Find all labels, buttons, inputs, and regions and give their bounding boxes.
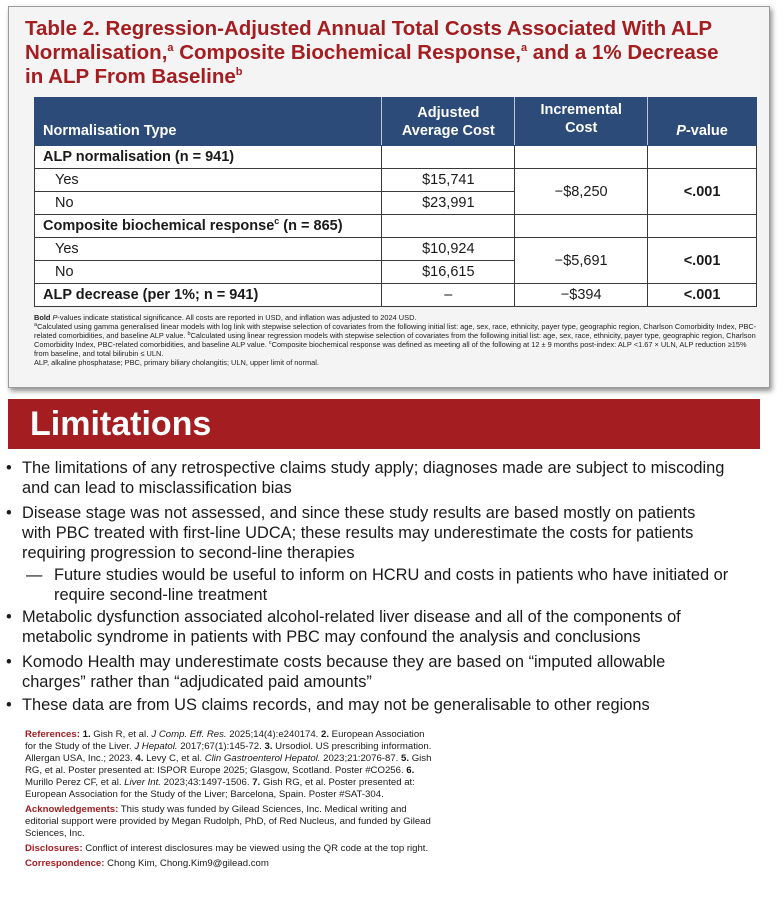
row-label: ALP decrease (per 1%; n = 941) [35, 284, 382, 307]
table-footnotes: Bold P-values indicate statistical significance. All costs are reported in USD, and inflation was adjusted to 2024 USD. $^a$Calculated using gamma generalised linear models with log link with stepwise selection of covariates from the following initial list: age, sex, race, ethnicity, payer type, geographic region, Charlson Comorbidity Index, PBC-related comorbidities, and baseline ALP value. $^b$Calculated using linear regression models with stepwise selection of covariates from the following initial list: age, sex, race, ethnicity, payer type, geographic region, Charlson Comorbidity Index, PBC-related comorbidities, and baseline ALP value. $^c$Composite biochemical response was defined as meeting all of the following at 12 ± 9 months post-index: ALP <1.67 × ULN, ALP reduction ≥15% from baseline, and total bilirubin ≤ ULN. ALP, alkaline phosphatase; PBC, primary biliary cholangitis; ULN, upper limit of normal. [34, 313, 757, 368]
title-line-3: in ALP From Baseline [25, 65, 236, 88]
bullet-icon: • [6, 653, 12, 671]
references-block [25, 729, 433, 873]
title-footnote-mark: b [235, 66, 243, 78]
cost-cell: – [382, 284, 515, 307]
title-line-2c: and a 1% Decrease [527, 41, 719, 64]
bullet-icon: • [6, 504, 12, 522]
bullet-icon: • [6, 696, 12, 714]
title-line-1: Table 2. Regression-Adjusted Annual Total Costs Associated With ALP [25, 17, 713, 40]
table-card [8, 6, 770, 388]
cost-cell: $10,924 [382, 238, 515, 261]
table-row [35, 215, 757, 238]
table-row [35, 238, 757, 261]
bullet-icon: • [6, 608, 12, 626]
title-line-2a: Normalisation, [25, 41, 168, 64]
bullet-icon: • [6, 459, 12, 477]
header-adjusted-cost: Adjusted Average Cost [382, 98, 515, 146]
title-line-2b: Composite Biochemical Response, [173, 41, 521, 64]
abbreviations: ALP, alkaline phosphatase; PBC, primary biliary cholangitis; ULN, upper limit of normal. [34, 358, 319, 368]
header-incremental-cost: Incremental Cost [515, 98, 648, 146]
p-value-cell: <.001 [648, 169, 757, 215]
limitations-heading: Limitations [30, 405, 212, 443]
title-footnote-mark: a [167, 42, 174, 54]
p-value-cell: <.001 [648, 284, 757, 307]
group-label: Composite biochemical response$^c$ (n = 865) [35, 215, 382, 238]
regression-table [34, 97, 757, 307]
row-label: No [35, 261, 382, 284]
title-footnote-mark: a [520, 42, 528, 54]
header-normalisation-type: Normalisation Type [35, 98, 382, 146]
incremental-cell: −$8,250 [515, 169, 648, 215]
incremental-cell: −$394 [515, 284, 648, 307]
row-label: Yes [35, 238, 382, 261]
table-row [35, 169, 757, 192]
limitations-banner [8, 399, 760, 449]
header-p-value: P-value [648, 98, 757, 146]
table-row [35, 284, 757, 307]
references: References: 1. Gish R, et al. J Comp. Eff. Res. 2025;14(4):e240174. 2. European Association for the Study of the Liver. J Hepatol. 2017;67(1):145-72. 3. Ursodiol. US prescribing information. Allergan USA, Inc.; 2023. 4. Levy C, et al. Clin Gastroenterol Hepatol. 2023;21:2076-87. 5. Gish RG, et al. Poster presented at: ISPOR Europe 2025; Glasgow, Scotland. Poster #CO256. 6. Murillo Perez CF, et al. Liver Int. 2023;43:1497-1506. 7. Gish RG, et al. Poster presented at: European Association for the Study of the Liver; Barcelona, Spain. Poster #SAT-304. [25, 729, 432, 800]
group-label: ALP normalisation (n = 941) [35, 146, 382, 169]
disclosures: Disclosures: Conflict of interest disclosures may be viewed using the QR code at the top right. [25, 843, 429, 854]
cost-cell: $15,741 [382, 169, 515, 192]
table-row [35, 146, 757, 169]
table-header-row [35, 98, 757, 146]
row-label: Yes [35, 169, 382, 192]
dash-icon: — [26, 566, 43, 584]
correspondence: Correspondence: Chong Kim, Chong.Kim9@gilead.com [25, 858, 269, 869]
cost-cell: $23,991 [382, 192, 515, 215]
p-value-cell: <.001 [648, 238, 757, 284]
incremental-cell: −$5,691 [515, 238, 648, 284]
row-label: No [35, 192, 382, 215]
table-title [25, 17, 755, 89]
cost-cell: $16,615 [382, 261, 515, 284]
acknowledgements: Acknowledgements: This study was funded by Gilead Sciences, Inc. Medical writing and editorial support were provided by Megan Rudolph, PhD, of Red Nucleus, and funded by Gilead Sciences, Inc. [25, 804, 431, 839]
